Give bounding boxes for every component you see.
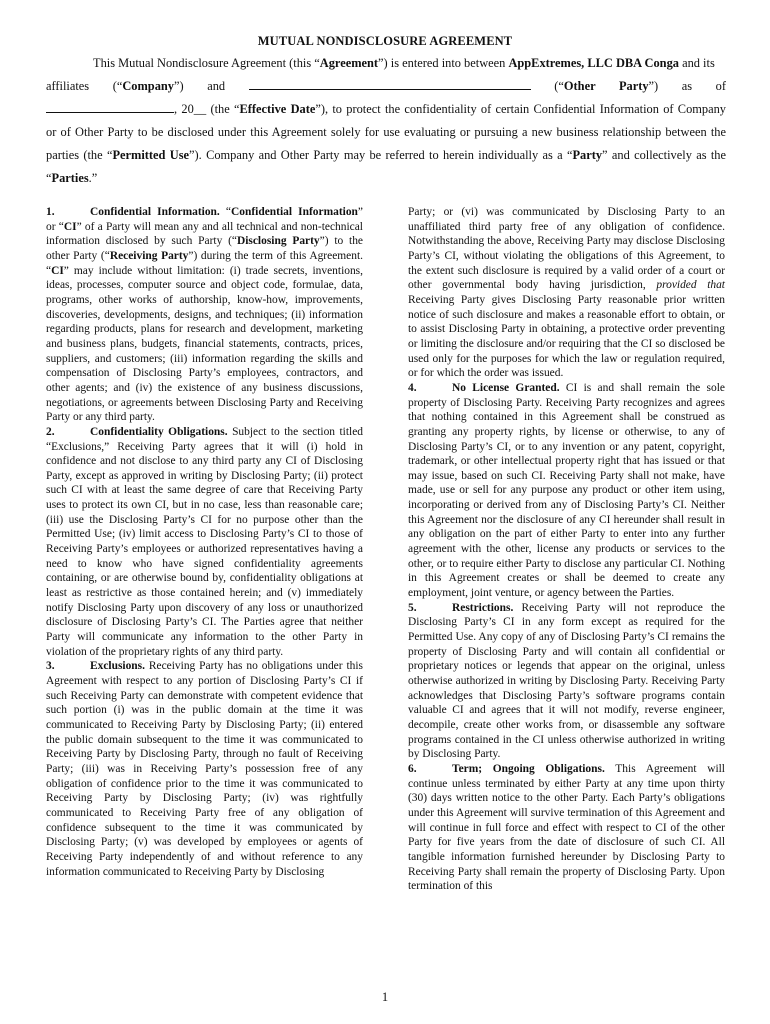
section-heading: Confidential Information. — [90, 206, 220, 218]
intro-text: ”) is entered into between — [378, 56, 509, 70]
defined-term-permitted-use: Permitted Use — [112, 148, 190, 162]
section-text: Receiving Party has no obligations under this Agreement with respect to any portion of Disclosing Party’s CI if such Receiving Party can demonstrate with competent evidence that such portion (i) was in the public domain at the time it was communicated to Receiving Party by Disclosing Party; (ii) entered the public domain subsequent to the time it was communicated to Receiving Party by Disclosing Party, through no fault of Receiving Party; (iii) was in Receiving Party’s possession free of any obligation of confidence prior to the time it was communicated to Receiving Party by Disclosing Party; (iv) was rightfully communicated to Receiving Party free of any obligation of confidence subsequent to the time it was communicated by Disclosing Party; (v) was developed by employees or agents of Receiving Party independently of and without reference to any information communicated to Receiving Party by Disclosing — [46, 660, 363, 878]
intro-text: This Mutual Nondisclosure Agreement (this “ — [93, 56, 320, 70]
section-text: Receiving Party gives Disclosing Party reasonable prior written notice of such disclosure and makes a reasonable effort to obtain, or to assist Disclosing Party in obtaining, a protective order preventing or limiting the disclosure and/or requiring that the CI so disclosed be used only for the purposes for which the law or regulation required, or for which the order was issued. — [408, 293, 725, 380]
intro-text: and its — [678, 56, 715, 70]
section-1 — [46, 205, 363, 425]
intro-paragraph — [46, 52, 726, 190]
intro-line-3 — [46, 98, 726, 121]
section-text: ” of a Party will mean any and all technical and non-technical information disclosed by such Party (“ — [46, 220, 363, 248]
section-text: Party; or (vi) was communicated by Disclosing Party to an unaffiliated third party free of any obligation of confidence. Notwithstanding the above, Receiving Party may disclose Disclosing Party’s CI, without violating the obligations of this Agreement, to the extent such disclosure is required by a valid order of a court or other governmental body having jurisdiction, — [408, 206, 725, 292]
defined-term-company: Company — [122, 79, 174, 93]
section-3-continued — [408, 205, 725, 381]
intro-text: affiliates (“ — [46, 79, 123, 93]
effective-date-blank[interactable] — [46, 100, 174, 113]
defined-term-party: Party — [572, 148, 603, 162]
section-text: Subject to the section titled “Exclusions,” Receiving Party agrees that it will (i) hold in confidence and not disclose to any third party any CI of Disclosing Party, except as approved in writing by Disclosing Party; (ii) protect such CI with at least the same degree of care that Receiving Party uses to protect its own CI, but in no case, less than reasonable care; (iii) use the Disclosing Party’s CI for no purpose other than the Permitted Use; (iv) limit access to Disclosing Party’s CI to those of Receiving Party’s employees or authorized representatives having a need to know who have signed confidentiality agreements containing, or are otherwise bound by, confidentiality obligations at least as restrictive as those contained herein; and (v) immediately notify Disclosing Party upon discovery of any loss or unauthorized disclosure of Disclosing Party’s CI. The Parties agree that neither Party will communicate any information to the other Party in violation of the proprietary rights of any third party. — [46, 425, 363, 658]
defined-term-ci: CI — [63, 220, 77, 233]
section-number: 3. — [46, 660, 55, 673]
defined-term-confidential-information: Confidential Information — [231, 206, 358, 218]
left-column — [46, 205, 363, 879]
intro-line-2 — [46, 75, 726, 98]
defined-term-ci: CI — [51, 264, 64, 277]
section-6 — [408, 762, 725, 894]
intro-text: ”), to protect the confidentiality of certain Confidential Information of Company — [315, 102, 726, 116]
intro-text: “ — [46, 171, 52, 185]
proviso-text: provided that — [656, 279, 725, 292]
section-text: ” or “ — [46, 206, 363, 233]
section-heading: Exclusions. — [90, 660, 145, 673]
section-3 — [46, 659, 363, 879]
section-5 — [408, 601, 725, 762]
section-text: This Agreement will continue unless terminated by either Party at any time upon thirty (30) days written notice to the other Party. Each Party’s obligations under this Agreement will survive termination of this Agreement and will continue in full force and effect with respect to CI of the other Party for five years from the date of disclosure of such CI. All tangible information furnished hereunder by Disclosing Party to Receiving Party shall remain the property of Disclosing Party. Upon termination of this — [408, 762, 725, 893]
section-number: 2. — [46, 425, 55, 438]
defined-term-parties: Parties — [51, 171, 89, 185]
section-text: ”) to the other Party (“ — [46, 235, 363, 262]
section-number: 5. — [408, 601, 417, 614]
intro-text: , 20__ (the “ — [174, 102, 240, 116]
section-4 — [408, 381, 725, 601]
right-column — [408, 205, 725, 894]
intro-text: (“ — [554, 79, 564, 93]
section-heading: No License Granted. — [452, 381, 560, 394]
section-text: ”) during the term of this Agreement. “ — [46, 249, 363, 277]
other-party-name-blank[interactable] — [249, 77, 531, 90]
defined-term-receiving-party: Receiving Party — [109, 249, 189, 262]
section-number: 6. — [408, 762, 417, 775]
defined-term-disclosing-party: Disclosing Party — [236, 235, 320, 248]
section-heading: Confidentiality Obligations. — [90, 425, 228, 438]
intro-line-6 — [46, 167, 726, 190]
intro-text: ”). Company and Other Party may be referred to herein individually as a “ — [189, 148, 573, 162]
section-number: 1. — [46, 206, 55, 218]
document-title: MUTUAL NONDISCLOSURE AGREEMENT — [257, 34, 513, 48]
intro-line-5 — [46, 144, 726, 167]
section-number: 4. — [408, 381, 417, 394]
intro-line-1 — [46, 52, 726, 75]
intro-text: .” — [88, 171, 98, 185]
company-name: AppExtremes, LLC DBA Conga — [508, 56, 679, 70]
defined-term-agreement: Agreement — [319, 56, 379, 70]
intro-text: ”) as of — [648, 79, 726, 93]
section-2 — [46, 425, 363, 660]
section-text: CI is and shall remain the sole property of Disclosing Party. Receiving Party recognizes and agrees that nothing contained in this Agreement shall be construed as granting any property rights, by license or otherwise, to any of Disclosing Party’s CI, or to any invention or any patent, copyright, trademark, or other intellectual property right that has issued or that may issue, based on such CI. Receiving Party shall not make, have made, use or sell for any purpose any product or other item using, incorporating or derived from any of Disclosing Party’s CI. Neither this Agreement nor the disclosure of any CI hereunder shall result in any obligation on the part of either Party to enter into any further agreement with the other, license any products or services to the other, or to require either Party to disclose any particular CI. Nothing in this Agreement creates or shall be deemed to create any employment, joint venture, or agency between the Parties. — [408, 381, 725, 600]
intro-line-4: or of Other Party to be disclosed under this Agreement solely for use evaluating or pursuing a new business relationship between the — [46, 125, 726, 139]
defined-term-other-party: Other Party — [563, 79, 649, 93]
page-number: 1 — [381, 990, 389, 1004]
section-text: “ — [219, 206, 232, 218]
section-heading: Term; Ongoing Obligations. — [452, 762, 605, 775]
section-text: ” may include without limitation: (i) trade secrets, inventions, ideas, processes, computer source and object code, formulae, data, programs, other works of authorship, know-how, improvements, discoveries, developments, designs, and techniques; (ii) information regarding products, plans for research and development, marketing and business plans, budgets, financial statements, contracts, prices, suppliers, and customers; (iii) information regarding the skills and compensation of Disclosing Party’s employees, contractors, and other agents; and (iv) the existence of any business discussions, negotiations, or agreements between Disclosing Party and Receiving Party or any third party. — [46, 264, 363, 424]
section-text: Receiving Party will not reproduce the Disclosing Party’s CI in any form except as required for the Permitted Use. Any copy of any of Disclosing Party’s CI remains the property of Disclosing Party and will contain all confidential or proprietary notices or legends that appear on the original, unless otherwise authorized in writing by Disclosing Party. Receiving Party acknowledges that Disclosing Party’s software programs contain valuable CI and agrees that it will not modify, reverse engineer, decompile, create other works from, or disassemble any software programs contained in the CI unless otherwise authorized in writing by Disclosing Party. — [408, 601, 725, 761]
intro-text: ” and collectively as the — [602, 148, 726, 162]
intro-text: ”) and — [173, 79, 226, 93]
intro-text: parties (the “ — [46, 148, 113, 162]
defined-term-effective-date: Effective Date — [239, 102, 316, 116]
section-heading: Restrictions. — [452, 601, 514, 614]
